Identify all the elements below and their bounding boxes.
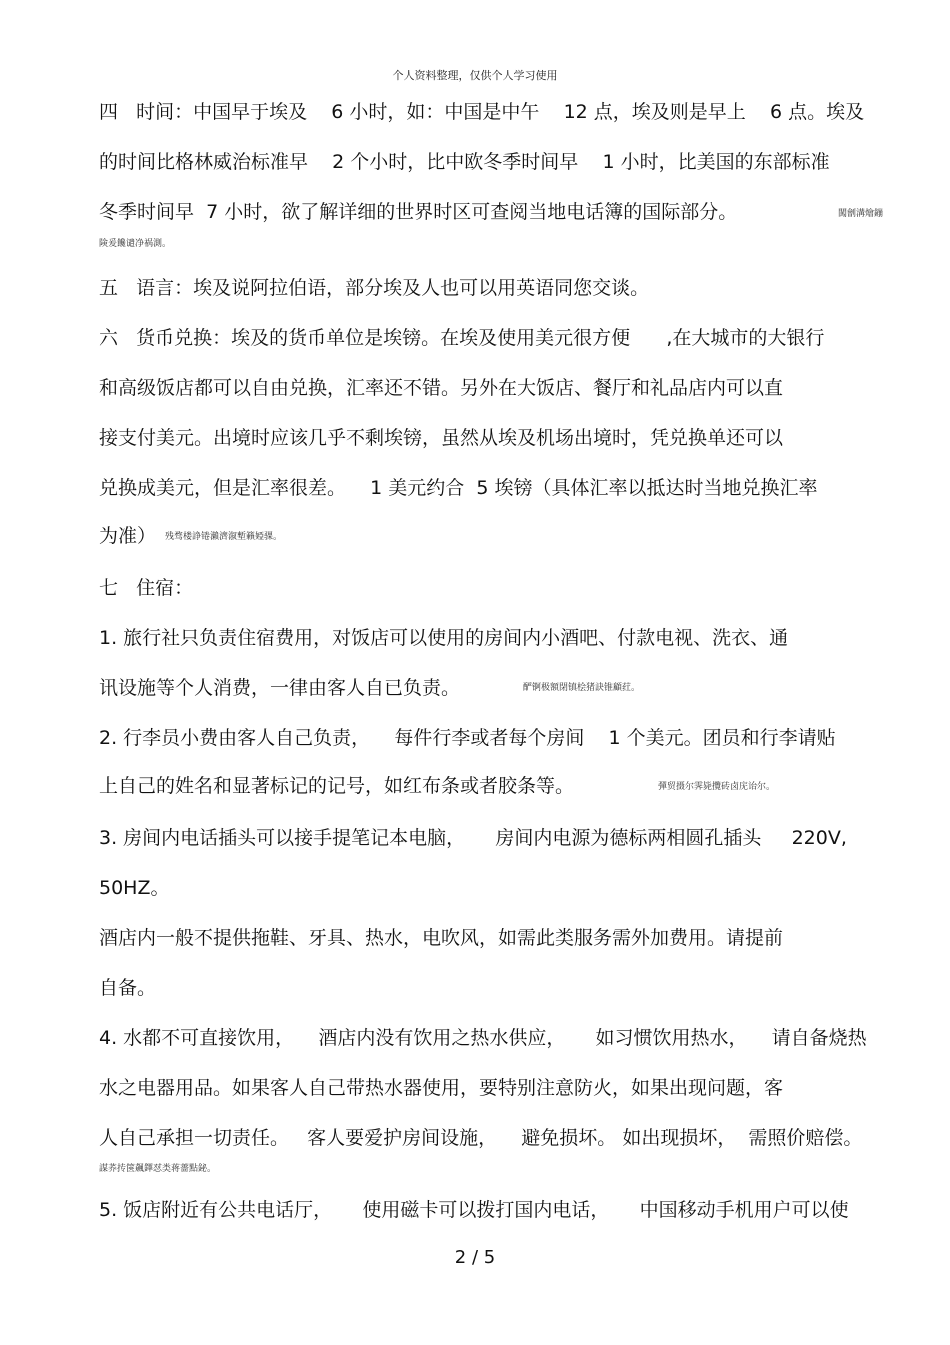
text-line: 讯设施等个人消费，一律由客人自已负责。 — [99, 677, 461, 699]
page-header: 个人资料整理，仅供个人学习使用 — [392, 69, 558, 82]
text-line: 为准） — [99, 525, 157, 547]
text-line: 上自己的姓名和显著标记的记号，如红布条或者胶条等。 — [99, 775, 575, 797]
text-line: 接支付美元。出境时应该几乎不剩埃镑，虽然从埃及机场出境时，凭兑换单还可以 — [99, 427, 784, 449]
text-line: 的时间比格林威治标准早 2 个小时，比中欧冬季时间早 1 小时，比美国的东部标准 — [99, 151, 830, 173]
text-line: 4. 水都不可直接饮用， 酒店内没有饮用之热水供应， 如习惯饮用热水， 请自备烧热 — [99, 1027, 867, 1049]
text-line: 1. 旅行社只负责住宿费用，对饭店可以使用的房间内小酒吧、付款电视、洗衣、通 — [99, 627, 789, 649]
garbled-note: 残骛楼諍锩瀨濟溆塹籟婭骒。 — [165, 532, 283, 542]
text-line: 水之电器用品。如果客人自己带热水器使用，要特别注意防火，如果出现问题，客 — [99, 1077, 784, 1099]
text-line: 和高级饭店都可以自由兑换，汇率还不错。另外在大饭店、餐厅和礼品店内可以直 — [99, 377, 784, 399]
garbled-note: 謀荞抟箧飆鐸怼类蒋薔點鉍。 — [99, 1164, 217, 1174]
page-number: 2 / 5 — [454, 1247, 496, 1268]
text-line: 六 货币兑换：埃及的货币单位是埃镑。在埃及使用美元很方便 ,在大城市的大银行 — [99, 327, 825, 349]
text-line: 自备。 — [99, 977, 157, 999]
garbled-note: 彈贸摄尔霁毙攬砖卤庑诒尔。 — [658, 782, 776, 792]
text-line: 五 语言：埃及说阿拉伯语，部分埃及人也可以用英语同您交谈。 — [99, 277, 650, 299]
garbled-note: 闖劊溝燴鏰 — [838, 209, 884, 219]
text-line: 酒店内一般不提供拖鞋、牙具、热水，电吹风，如需此类服务需外加费用。请提前 — [99, 927, 784, 949]
text-line: 冬季时间早 7 小时，欲了解详细的世界时区可查阅当地电话簿的国际部分。 — [99, 201, 738, 223]
garbled-note: 酽锕极額閉镇桧猪訣锥顧荭。 — [523, 683, 641, 693]
text-line: 人自己承担一切责任。 客人要爱护房间设施， 避免损坏。 如出现损坏， 需照价赔偿。 — [99, 1127, 863, 1149]
garbled-note: 険爰饞谴净祸測。 — [99, 239, 172, 249]
text-line: 5. 饭店附近有公共电话厅， 使用磁卡可以拨打国内电话， 中国移动手机用户可以使 — [99, 1199, 849, 1221]
text-line: 四 时间：中国早于埃及 6 小时，如：中国是中午 12 点，埃及则是早上 6 点。埃及 — [99, 101, 865, 123]
text-line: 3. 房间内电话插头可以接手提笔记本电脑， 房间内电源为德标两相圆孔插头 220V, — [99, 827, 847, 849]
text-line: 2. 行李员小费由客人自己负责， 每件行李或者每个房间 1 个美元。团员和行李请贴 — [99, 727, 836, 749]
text-line: 七 住宿： — [99, 577, 194, 599]
text-line: 50HZ。 — [99, 877, 170, 899]
text-line: 兑换成美元，但是汇率很差。 1 美元约合 5 埃镑（具体汇率以抵达时当地兑换汇率 — [99, 477, 818, 499]
